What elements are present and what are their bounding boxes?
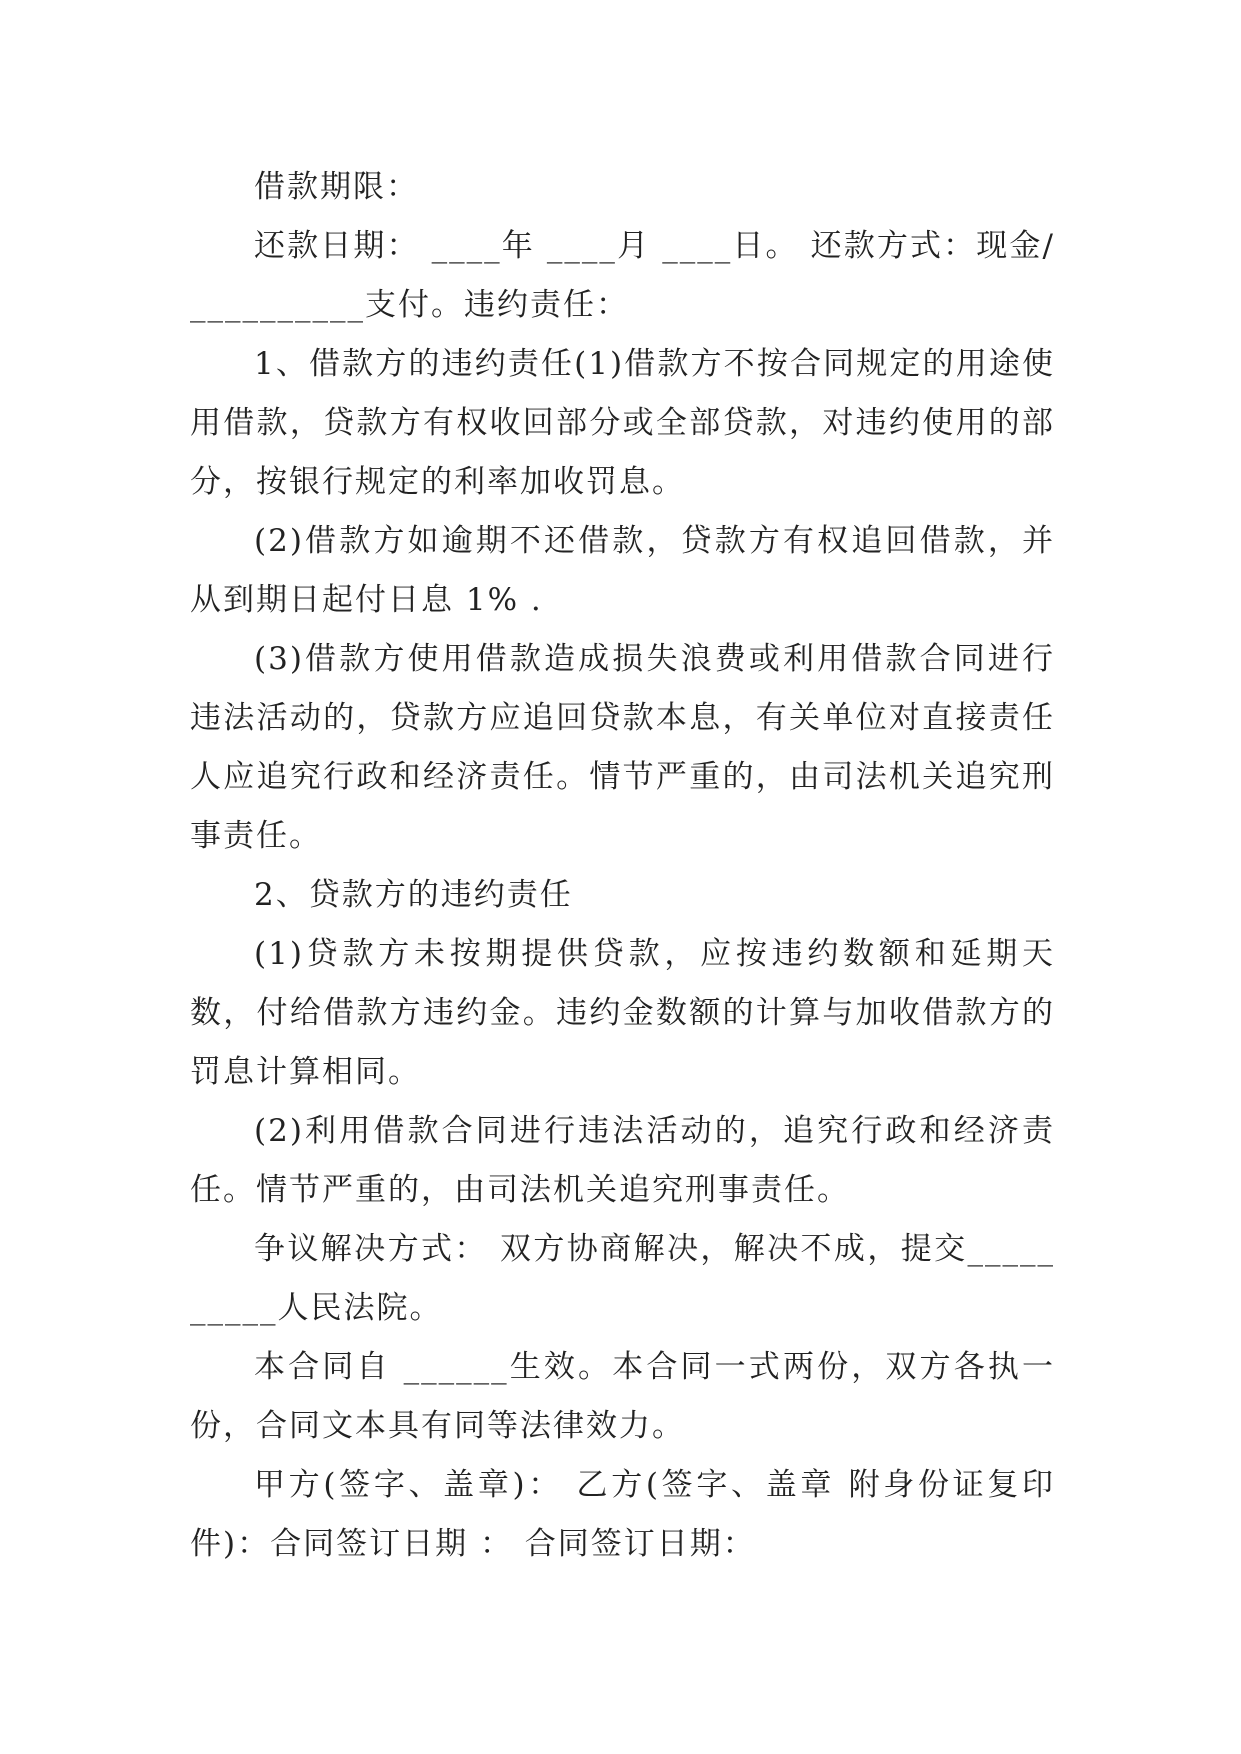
- paragraph-repayment: 还款日期： ____年 ____月 ____日。 还款方式：现金/__________支付。违约责任：: [190, 228, 1055, 323]
- paragraph-lender-liability-1: (1)贷款方未按期提供贷款，应按违约数额和延期天数，付给借款方违约金。违约金数额的计算与加收借款方的罚息计算相同。: [190, 936, 1055, 1090]
- paragraph-dispute-resolution: 争议解决方式： 双方协商解决，解决不成，提交__________人民法院。: [190, 1231, 1055, 1326]
- paragraph-loan-term: 借款期限：: [254, 169, 419, 205]
- paragraph-borrower-liability-2: (2)借款方如逾期不还借款，贷款方有权追回借款，并从到期日起付日息 1% .: [190, 523, 1055, 618]
- paragraph-borrower-liability-3: (3)借款方使用借款造成损失浪费或利用借款合同进行违法活动的，贷款方应追回贷款本息，有关单位对直接责任人应追究行政和经济责任。情节严重的，由司法机关追究刑事责任。: [190, 641, 1055, 854]
- paragraph-lender-liability-heading: 2、贷款方的违约责任: [254, 877, 573, 913]
- paragraph-lender-liability-2: (2)利用借款合同进行违法活动的，追究行政和经济责任。情节严重的，由司法机关追究刑事责任。: [190, 1113, 1055, 1208]
- paragraph-signatures: 甲方(签字、盖章)： 乙方(签字、盖章 附身份证复印件)：合同签订日期 ： 合同签订日期：: [190, 1467, 1055, 1562]
- paragraph-effectiveness: 本合同自 ______生效。本合同一式两份，双方各执一份，合同文本具有同等法律效力。: [190, 1349, 1055, 1444]
- document-body: [190, 158, 1055, 1574]
- paragraph-borrower-liability-1: 1、借款方的违约责任(1)借款方不按合同规定的用途使用借款，贷款方有权收回部分或全部贷款，对违约使用的部分，按银行规定的利率加收罚息。: [190, 346, 1055, 500]
